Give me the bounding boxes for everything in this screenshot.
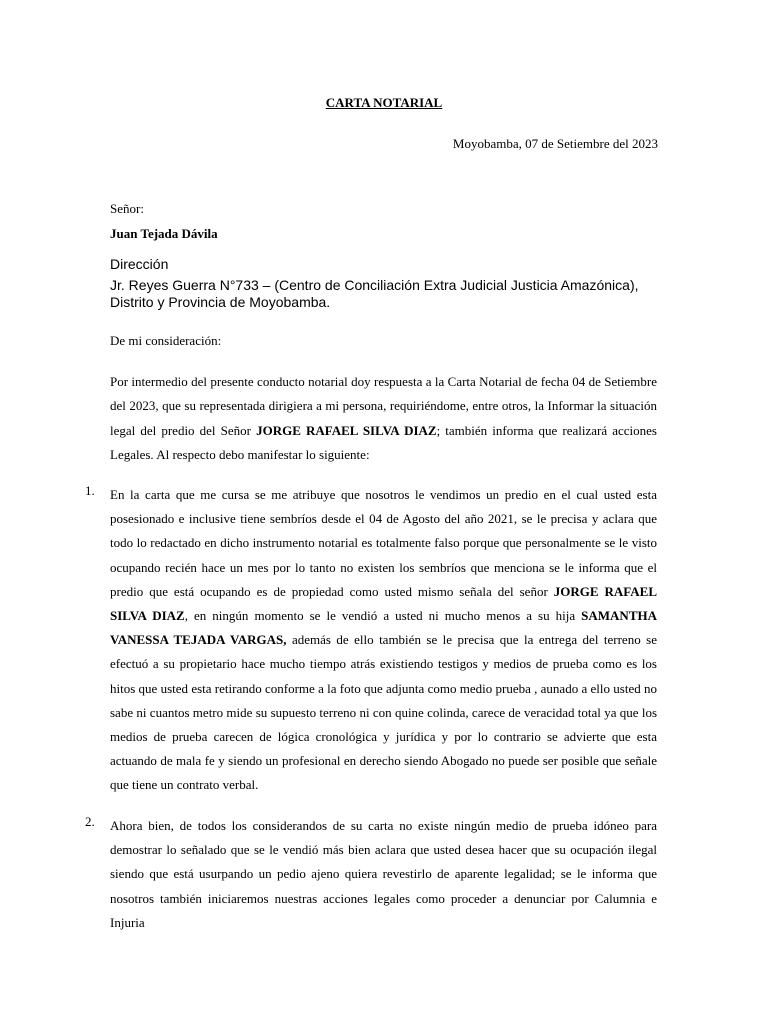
item-number: 1.	[85, 483, 95, 498]
item1-text-1: En la carta que me cursa se me atribuye que nosotros le vendimos un predio en el cual usted esta posesionado e inclusive tiene sembríos desde el 04 de Agosto del año 2021, se le precisa y aclara que todo lo redactado en dicho instrumento notarial es totalmente falso porque que personalmente se le visto ocupando recién hace un mes por lo tanto no existen los sembríos que menciona se le informa que el predio que está ocupando es de propiedad como usted mismo señala del señor	[110, 487, 657, 599]
item-body	[110, 483, 657, 798]
intro-text-1: Por intermedio del presente conducto notarial doy respuesta a la Carta Notarial de fecha 04 de Setiembre del 2023, que su representada dirigiera a mi persona, requiriéndome, entre otros, la Informar la situación legal del predio del Señor	[110, 374, 657, 438]
document-title: CARTA NOTARIAL	[325, 95, 443, 110]
list-item-1	[85, 483, 657, 798]
intro-bold-name: JORGE RAFAEL SILVA DIAZ	[256, 422, 437, 438]
item1-bold-daughter: SAMANTHA VANESSA TEJADA VARGAS,	[110, 608, 657, 648]
item2-text-1: Ahora bien, de todos los considerandos de su carta no existe ningún medio de prueba idóneo para demostrar lo señalado que se le vendió más bien aclara que usted desea hacer que su ocupación ilegal siendo que está usurpando un pedio ajeno quiera revestirlo de aparente legalidad; se le informa que nosotros también iniciaremos nuestras acciones legales como proceder a denunciar por Calumnia e Injuria	[110, 818, 657, 930]
item1-text-3: además de ello también se le precisa que la entrega del terreno se efectuó a su propietario hace mucho tiempo atrás existiendo testigos y medios de prueba como es los hitos que usted esta retirando conforme a la foto que adjunta como medio prueba , aunado a ello usted no sabe ni cuantos metro mide su supuesto terreno ni con quine colinda, carece de veracidad total ya que los medios de prueba carecen de lógica cronológica y jurídica y por lo contrario se advierte que esta actuando de mala fe y siendo un profesional en derecho siendo Abogado no puede ser posible que señale que tiene un contrato verbal.	[110, 632, 657, 793]
item1-bold-name: JORGE RAFAEL SILVA DIAZ	[110, 583, 657, 624]
item-body	[110, 814, 657, 935]
greeting: De mi consideración:	[110, 333, 222, 348]
intro-paragraph	[110, 370, 657, 467]
recipient-name: Juan Tejada Dávila	[110, 226, 218, 241]
salutation: Señor:	[110, 201, 144, 216]
address-label: Dirección	[110, 256, 169, 272]
item-number: 2.	[85, 814, 95, 829]
item1-text-2: , en ningún momento se le vendió a usted ni mucho menos a su hija	[184, 608, 582, 624]
address-text: Jr. Reyes Guerra N°733 – (Centro de Conciliación Extra Judicial Justicia Amazónica), Distrito y Provincia de Moyobamba.	[110, 277, 639, 310]
date-line: Moyobamba, 07 de Setiembre del 2023	[452, 136, 658, 151]
intro-text-2: ; también informa que realizará acciones Legales. Al respecto debo manifestar lo siguiente:	[110, 422, 657, 462]
list-item-2	[85, 814, 657, 935]
